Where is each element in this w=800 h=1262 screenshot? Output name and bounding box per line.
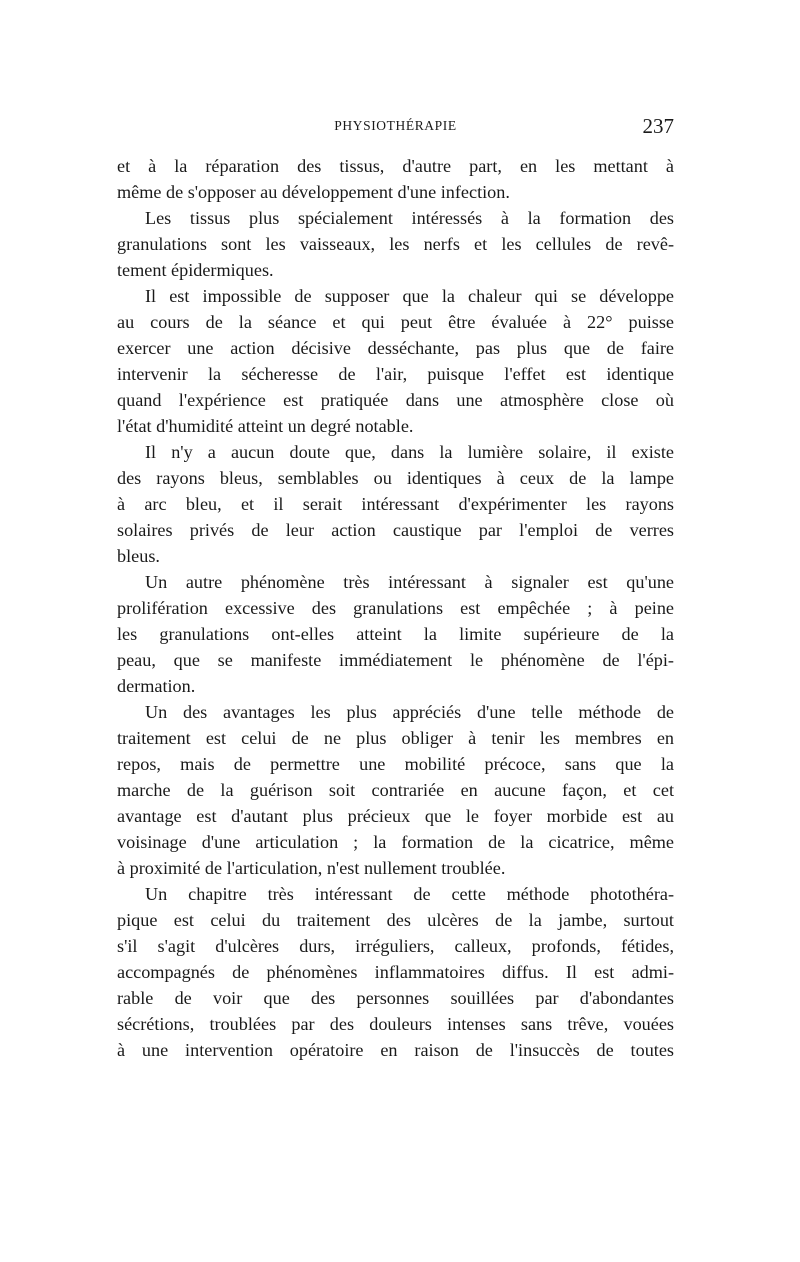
text-line: tement épidermiques. <box>117 260 274 280</box>
text-line: pique est celui du traitement des ulcères de la jambe, surtout <box>117 910 674 930</box>
text-line: quand l'expérience est pratiquée dans une atmosphère close où <box>117 390 674 410</box>
text-line: avantage est d'autant plus précieux que le foyer morbide est au <box>117 806 674 826</box>
text-line: traitement est celui de ne plus obliger à tenir les membres en <box>117 728 674 748</box>
body-text <box>117 153 674 1063</box>
text-line: repos, mais de permettre une mobilité précoce, sans que la <box>117 754 674 774</box>
text-line: bleus. <box>117 546 160 566</box>
text-line: Un des avantages les plus appréciés d'une telle méthode de <box>145 702 674 722</box>
text-line: l'état d'humidité atteint un degré notable. <box>117 416 414 436</box>
text-line: Un chapitre très intéressant de cette méthode photothéra- <box>145 884 674 904</box>
running-head <box>117 114 674 144</box>
text-line: à arc bleu, et il serait intéressant d'expérimenter les rayons <box>117 494 674 514</box>
text-line: intervenir la sécheresse de l'air, puisque l'effet est identique <box>117 364 674 384</box>
text-line: les granulations ont-elles atteint la limite supérieure de la <box>117 624 674 644</box>
text-line: dermation. <box>117 676 196 696</box>
text-line: exercer une action décisive desséchante, pas plus que de faire <box>117 338 674 358</box>
text-line: Il n'y a aucun doute que, dans la lumière solaire, il existe <box>145 442 674 462</box>
text-line: des rayons bleus, semblables ou identiques à ceux de la lampe <box>117 468 674 488</box>
text-line: et à la réparation des tissus, d'autre part, en les mettant à <box>117 156 674 176</box>
text-line: à proximité de l'articulation, n'est nullement troublée. <box>117 858 506 878</box>
text-line: accompagnés de phénomènes inflammatoires diffus. Il est admi- <box>117 962 674 982</box>
text-line: peau, que se manifeste immédiatement le phénomène de l'épi- <box>117 650 674 670</box>
text-line: prolifération excessive des granulations est empêchée ; à peine <box>117 598 674 618</box>
text-line: solaires privés de leur action caustique par l'emploi de verres <box>117 520 674 540</box>
text-line: Les tissus plus spécialement intéressés à la formation des <box>145 208 674 228</box>
text-line: Il est impossible de supposer que la chaleur qui se développe <box>145 286 674 306</box>
text-line: même de s'opposer au développement d'une infection. <box>117 182 510 202</box>
text-line: à une intervention opératoire en raison de l'insuccès de toutes <box>117 1040 674 1060</box>
text-line: marche de la guérison soit contrariée en aucune façon, et cet <box>117 780 674 800</box>
text-line: Un autre phénomène très intéressant à signaler est qu'une <box>145 572 674 592</box>
text-line: voisinage d'une articulation ; la formation de la cicatrice, même <box>117 832 674 852</box>
text-line: s'il s'agit d'ulcères durs, irréguliers, calleux, profonds, fétides, <box>117 936 674 956</box>
text-line: granulations sont les vaisseaux, les nerfs et les cellules de revê- <box>117 234 674 254</box>
text-line: rable de voir que des personnes souillées par d'abondantes <box>117 988 674 1008</box>
text-line: sécrétions, troublées par des douleurs intenses sans trêve, vouées <box>117 1014 674 1034</box>
running-title: PHYSIOTHÉRAPIE <box>334 118 457 133</box>
page-number: 237 <box>642 114 674 138</box>
text-line: au cours de la séance et qui peut être évaluée à 22° puisse <box>117 312 674 332</box>
